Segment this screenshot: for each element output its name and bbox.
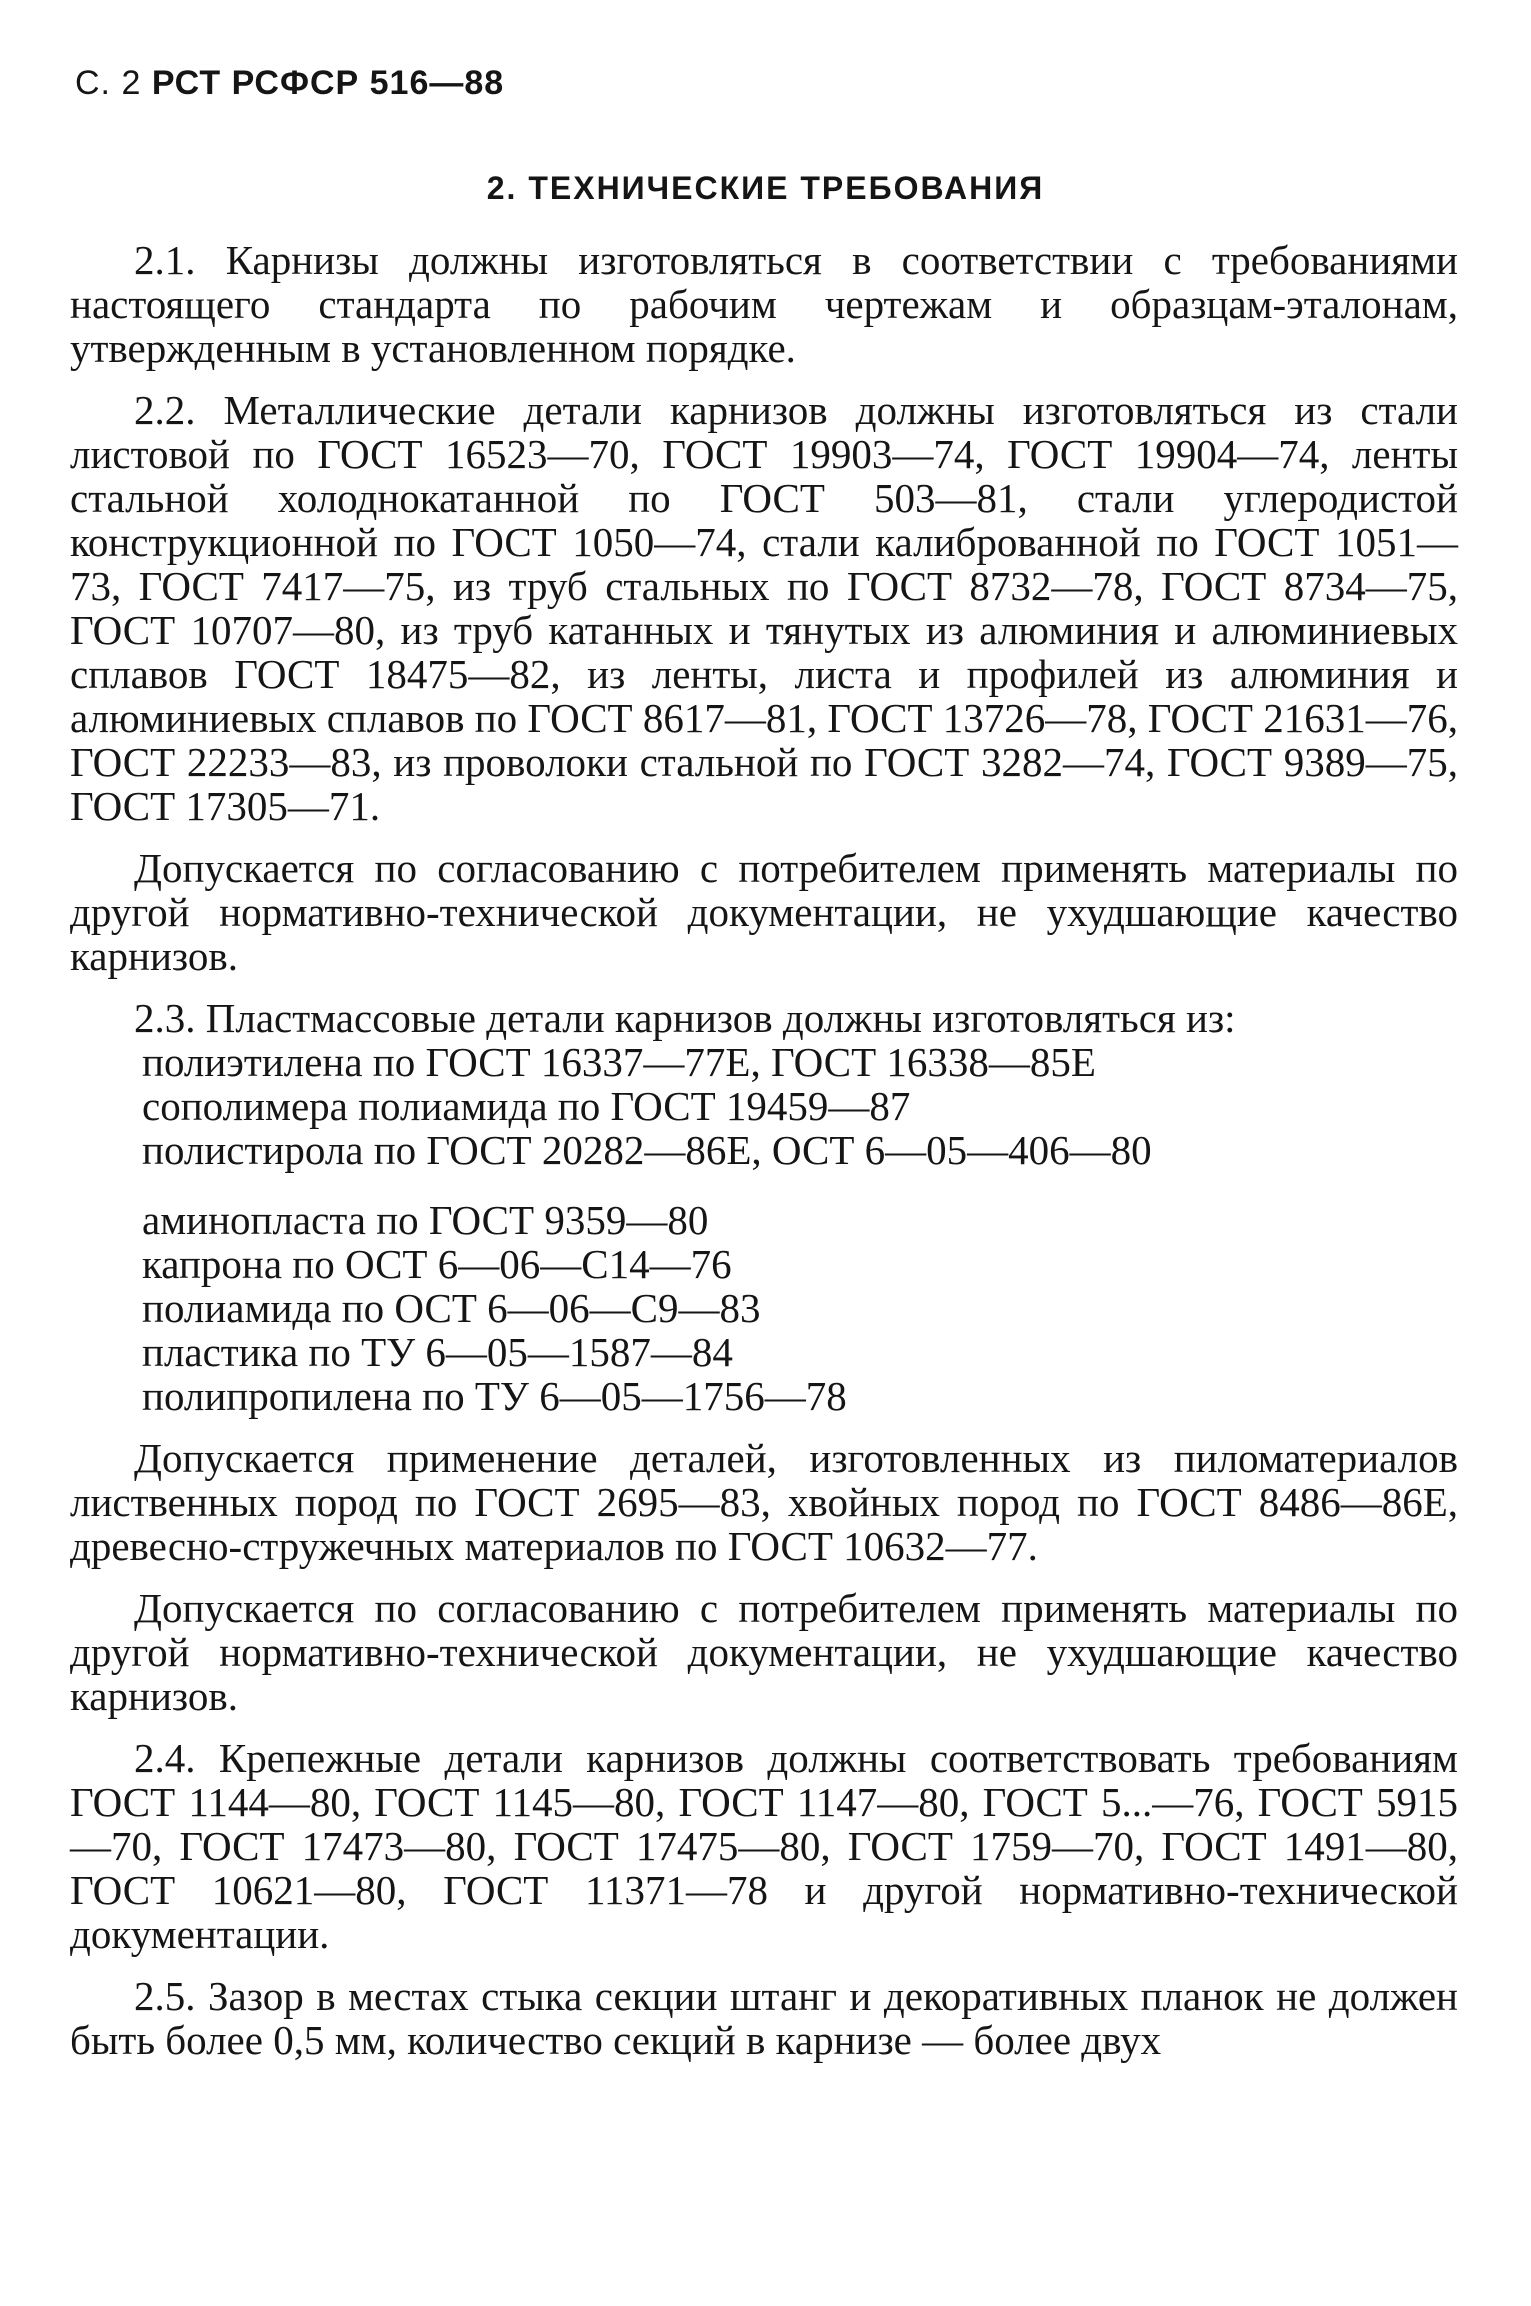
body-text bbox=[70, 238, 1458, 2080]
list-item: пластика по ТУ 6—05—1587—84 bbox=[142, 1329, 733, 1375]
section-title: 2. ТЕХНИЧЕСКИЕ ТРЕБОВАНИЯ bbox=[486, 170, 1045, 206]
paragraph-2-2-note: Допускается по согласованию с потребителем применять материалы по другой нормативно-технической документации, не ухудшающие качество карнизов. bbox=[70, 845, 1458, 979]
list-item: капрона по ОСТ 6—06—С14—76 bbox=[142, 1241, 732, 1287]
list-item: полистирола по ГОСТ 20282—86Е, ОСТ 6—05—406—80 bbox=[142, 1127, 1152, 1173]
paragraph-2-3-note-1: Допускается применение деталей, изготовленных из пиломатериалов лиственных пород по ГОСТ 2695—83, хвойных пород по ГОСТ 8486—86Е, древесно-стружечных материалов по ГОСТ 10632—77. bbox=[70, 1435, 1458, 1569]
list-gap bbox=[142, 1172, 1458, 1198]
plastics-list-a bbox=[70, 1040, 1458, 1418]
list-item: полиэтилена по ГОСТ 16337—77Е, ГОСТ 16338—85Е bbox=[142, 1039, 1096, 1085]
paragraph-2-1: 2.1. Карнизы должны изготовляться в соответствии с требованиями настоящего стандарта по рабочим чертежам и образцам-эталонам, утвержденным в установленном порядке. bbox=[70, 237, 1458, 371]
list-item: полипропилена по ТУ 6—05—1756—78 bbox=[142, 1373, 847, 1419]
paragraph-2-5: 2.5. Зазор в местах стыка секции штанг и декоративных планок не должен быть более 0,5 мм, количество секций в карнизе — более двух bbox=[70, 1973, 1458, 2063]
page-number: С. 2 bbox=[75, 64, 142, 102]
standard-code: РСТ РСФСР 516—88 bbox=[151, 64, 505, 102]
paragraph-2-3: 2.3. Пластмассовые детали карнизов должны изготовляться из: bbox=[134, 995, 1236, 1041]
list-item: сополимера полиамида по ГОСТ 19459—87 bbox=[142, 1083, 911, 1129]
page-header bbox=[75, 64, 504, 103]
list-item: полиамида по ОСТ 6—06—С9—83 bbox=[142, 1285, 761, 1331]
paragraph-2-3-note-2: Допускается по согласованию с потребителем применять материалы по другой нормативно-технической документации, не ухудшающие качество карнизов. bbox=[70, 1585, 1458, 1719]
list-item: аминопласта по ГОСТ 9359—80 bbox=[142, 1197, 709, 1243]
paragraph-2-4: 2.4. Крепежные детали карнизов должны соответствовать требованиям ГОСТ 1144—80, ГОСТ 1145—80, ГОСТ 1147—80, ГОСТ 5...—76, ГОСТ 5915—70, ГОСТ 17473—80, ГОСТ 17475—80, ГОСТ 1759—70, ГОСТ 1491—80, ГОСТ 10621—80, ГОСТ 11371—78 и другой нормативно-технической документации. bbox=[70, 1735, 1458, 1957]
paragraph-2-2: 2.2. Металлические детали карнизов должны изготовляться из стали листовой по ГОСТ 16523—70, ГОСТ 19903—74, ГОСТ 19904—74, ленты стальной холоднокатанной по ГОСТ 503—81, стали углеродистой конструкционной по ГОСТ 1050—74, стали калиброванной по ГОСТ 1051—73, ГОСТ 7417—75, из труб стальных по ГОСТ 8732—78, ГОСТ 8734—75, ГОСТ 10707—80, из труб катанных и тянутых из алюминия и алюминиевых сплавов ГОСТ 18475—82, из ленты, листа и профилей из алюминия и алюминиевых сплавов по ГОСТ 8617—81, ГОСТ 13726—78, ГОСТ 21631—76, ГОСТ 22233—83, из проволоки стальной по ГОСТ 3282—74, ГОСТ 9389—75, ГОСТ 17305—71. bbox=[70, 387, 1458, 829]
